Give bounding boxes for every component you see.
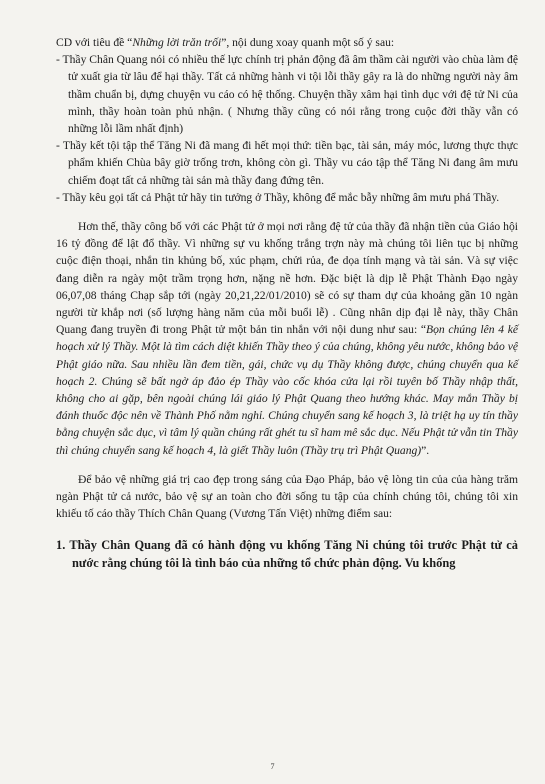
section-heading-1: 1. Thầy Chân Quang đã có hành động vu khống Tăng Ni chúng tôi trước Phật tử cả nước rằng chúng tôi là tình báo của những tổ chức phản động. Vu khống	[56, 538, 518, 571]
bullet-item: - Thầy kết tội tập thể Tăng Ni đã mang đi hết mọi thứ: tiền bạc, tài sản, máy móc, lương thực thực phẩm khiến Chùa bây giờ trống trơn, không còn gì. Thầy vu cáo tập thể Tăng Ni đang âm mưu chiếm đoạt tất cả những tài sản mà thầy đang đứng tên.	[56, 139, 518, 187]
paragraph-3: Để bảo vệ những giá trị cao đẹp trong sáng của Đạo Pháp, bảo vệ lòng tin của của hàng trăm ngàn Phật tử cả nước, bảo vệ sự an toàn cho đời sống tu tập của chính chúng tôi, chúng tôi xin khiếu tố cáo thầy Thích Chân Quang (Vương Tấn Việt) những điểm sau:	[56, 472, 518, 521]
paragraph-2	[56, 218, 518, 459]
document-body	[56, 34, 518, 572]
intro-text: CD với tiêu đề “	[56, 36, 133, 49]
cd-title: Những lời trăn trối	[132, 36, 222, 49]
intro-text-end: ”, nội dung xoay quanh một số ý sau:	[221, 36, 395, 49]
paragraph-2-text: Hơn thế, thầy công bố với các Phật tử ở mọi nơi rằng đệ tử của thầy đã nhận tiền của Giáo hội 16 tỷ đồng để lật đổ thầy. Vì những sự vu khống trắng trợn này mà chúng tôi liên tục bị những cuộc điện thoại, nhắn tin khủng bố, xúc phạm, chửi rủa, đe dọa tính mạng và tài sản. Và sự việc đang diễn ra ngày một trầm trọng hơn, nặng nề hơn. Đặc biệt là dịp lễ Phật Thành Đạo ngày 06,07,08 tháng Chạp sắp tới (ngày 20,21,22/01/2010) sẽ có sự tham dự của khoảng gần 10 ngàn người từ khắp nơi (số lượng hàng năm của mỗi buổi lễ) . Cũng nhân dịp đại lễ này, thầy Chân Quang đang truyền đi trong Phật tử một bản tin nhắn với nội dung như sau: “	[56, 220, 518, 337]
bullet-item: - Thầy kêu gọi tất cả Phật tử hãy tin tưởng ở Thầy, không để mắc bẫy những âm mưu phá Thầy.	[56, 190, 500, 204]
intro-line	[56, 34, 518, 51]
quoted-message: Bọn chúng lên 4 kế hoạch xử lý Thầy. Một là tìm cách diệt khiến Thầy theo ý của chúng, không yêu nước, không bảo vệ Phật giáo nữa. Sau nhiều lần đem tiền, gái, chức vụ dụ Thầy không được, chúng chuyển qua kế hoạch 2. Chúng sẽ bất ngờ áp đảo ép Thầy vào cốc khóa cửa lại rồi tuyên bố Thầy nhập thất, không cho ai gặp, bên ngoài chúng lái giáo lý Phật Quang theo hướng khác. May mắn Thầy bị đánh thuốc độc nên về Thành Phố nằm nghỉ. Chúng chuyển sang kế hoạch 3, là triệt hạ uy tín thầy bằng chuyện sắc dục, vì tâm lý quần chúng rất ghét tu sĩ ham mê sắc dục. Nếu Phật tử vẫn tin Thầy thì chúng chuyển sang kế hoạch 4, là giết Thầy luôn (Thầy trụ trì Phật Quang)	[56, 323, 518, 457]
page-number: 7	[270, 762, 275, 771]
bullet-item: - Thầy Chân Quang nói có nhiều thế lực chính trị phản động đã âm thầm cài người vào chùa làm đệ tử xuất gia từ lâu để hại thầy. Tất cả những hành vi tội lỗi thầy gây ra là do những người này âm thầm chuẩn bị, dựng chuyện vu cáo có hệ thống. Chuyện thầy xâm hại tình dục với đệ tử Ni của mình, thầy hoàn toàn phủ nhận. ( Nhưng thầy cũng có nói rằng trong cuộc đời thầy vẫn có những lỗi lầm nhất định)	[56, 53, 518, 136]
quote-end: ”.	[421, 443, 430, 457]
